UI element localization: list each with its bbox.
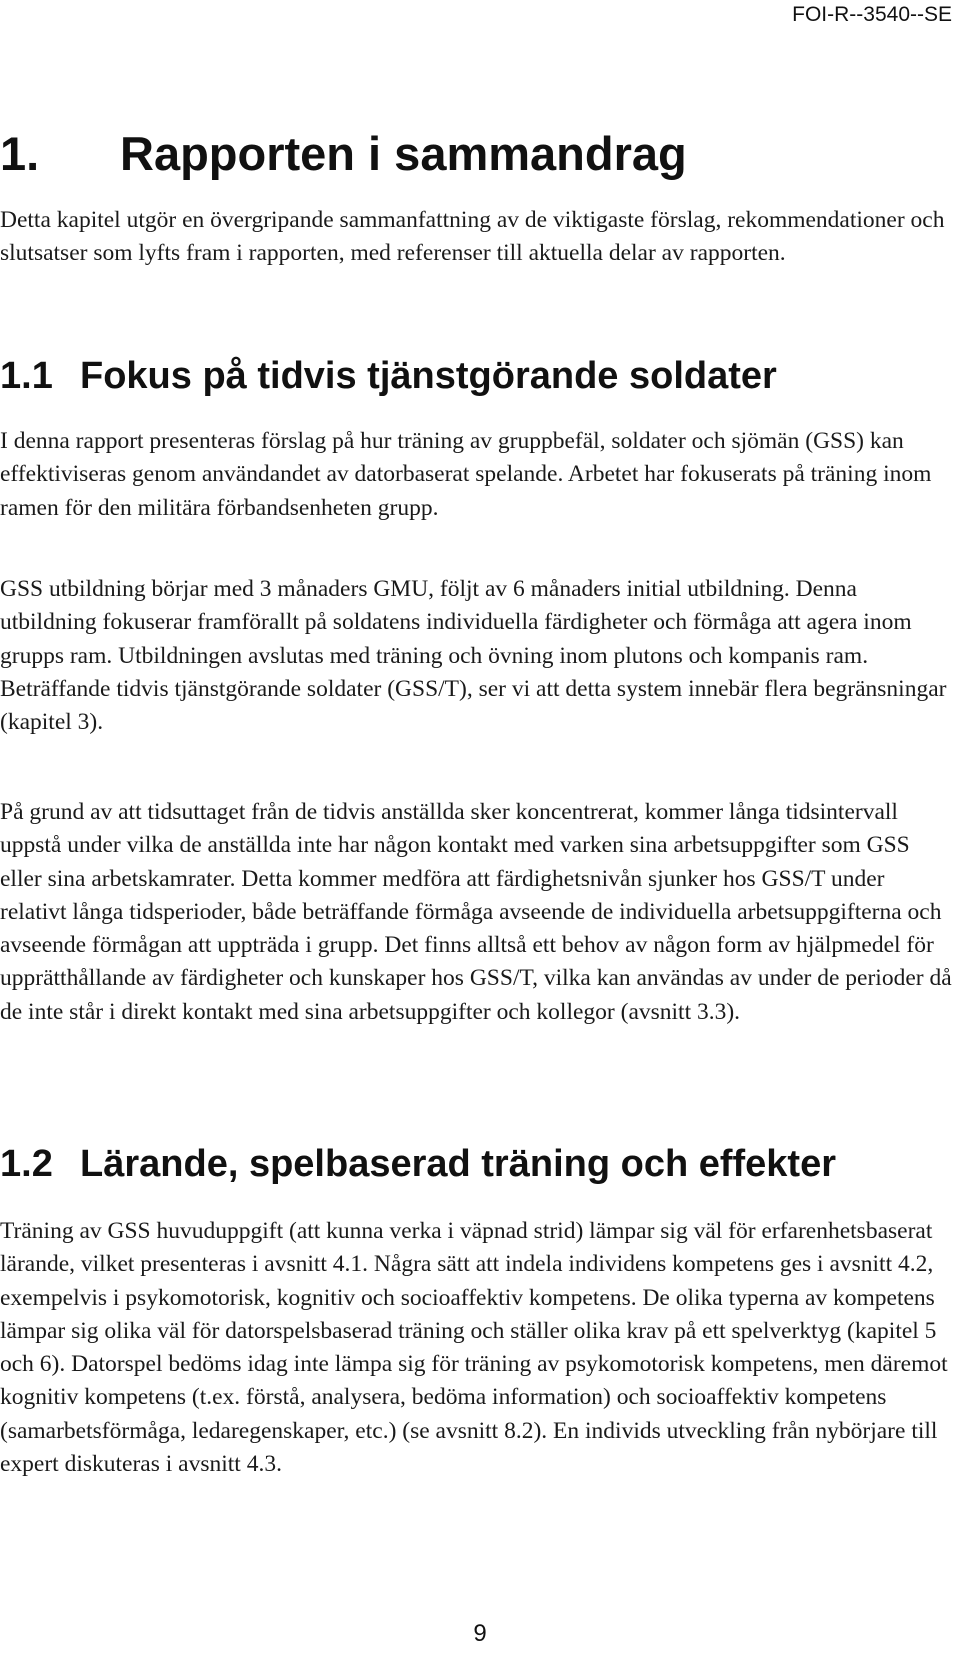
section-title: Fokus på tidvis tjänstgörande soldater — [80, 355, 777, 397]
section-1-2-paragraph-1: Träning av GSS huvuduppgift (att kunna verka i väpnad strid) lämpar sig väl för erfarenhetsbaserat lärande, vilket presenteras i avsnitt 4.1. Några sätt att indela individens kompetens ges i avsnitt 4.2, exempelvis i psykomotorisk, kognitiv och socioaffektiv kompetens. De olika typerna av kompetens lämpar sig olika väl för datorspelsbaserad träning och ställer olika krav på ett spelverktyg (kapitel 5 och 6). Datorspel bedöms idag inte lämpa sig för träning av psykomotorisk kompetens, men däremot kognitiv kompetens (t.ex. förstå, analysera, bedöma information) och socioaffektiv kompetens (samarbetsförmåga, ledaregenskaper, etc.) (se avsnitt 8.2). En individs utveckling från nybörjare till expert diskuteras i avsnitt 4.3. — [0, 1218, 948, 1478]
section-number: 1.2 — [0, 1143, 53, 1185]
section-1-1-paragraph-1: I denna rapport presenteras förslag på hur träning av gruppbefäl, soldater och sjömän (GSS) kan effektiviseras genom användandet av datorbaserat spelande. Arbetet har fokuserats på träning inom ramen för den militära förbandsenheten grupp. — [0, 428, 932, 521]
chapter-number: 1. — [0, 127, 40, 180]
page-number: 9 — [473, 1620, 487, 1647]
intro-paragraph: Detta kapitel utgör en övergripande sammanfattning av de viktigaste förslag, rekommendationer och slutsatser som lyfts fram i rapporten, med referenser till aktuella delar av rapporten. — [0, 207, 945, 267]
section-1-1-paragraph-3: På grund av att tidsuttaget från de tidvis anställda sker koncentrerat, kommer långa tidsintervall uppstå under vilka de anställda inte har någon kontakt med varken sina arbetsuppgifter som GSS eller sina arbetskamrater. Detta kommer medföra att färdighetsnivån sjunker hos GSS/T under relativt långa tidsperioder, både beträffande förmåga avseende de individuella arbetsuppgifterna och avseende förmågan att uppträda i grupp. Det finns alltså ett behov av någon form av hjälpmedel för upprätthållande av färdigheter och kunskaper hos GSS/T, vilka kan användas av under de perioder då de inte står i direkt kontakt med sina arbetsuppgifter och kollegor (avsnitt 3.3). — [0, 799, 952, 1025]
chapter-title: Rapporten i sammandrag — [120, 127, 687, 180]
report-id: FOI-R--3540--SE — [792, 3, 952, 26]
section-title: Lärande, spelbaserad träning och effekter — [80, 1143, 837, 1185]
chapter-heading — [0, 126, 687, 181]
section-1-1-paragraph-2: GSS utbildning börjar med 3 månaders GMU, följt av 6 månaders initial utbildning. Denna utbildning fokuserar framförallt på soldatens individuella färdigheter och förmåga att agera inom grupps ram. Utbildningen avslutas med träning och övning inom plutons och kompanis ram. Beträffande tidvis tjänstgörande soldater (GSS/T), ser vi att detta system innebär flera begränsningar (kapitel 3). — [0, 576, 947, 736]
section-heading-1-1 — [0, 355, 777, 398]
section-heading-1-2 — [0, 1143, 836, 1186]
section-number: 1.1 — [0, 355, 53, 397]
